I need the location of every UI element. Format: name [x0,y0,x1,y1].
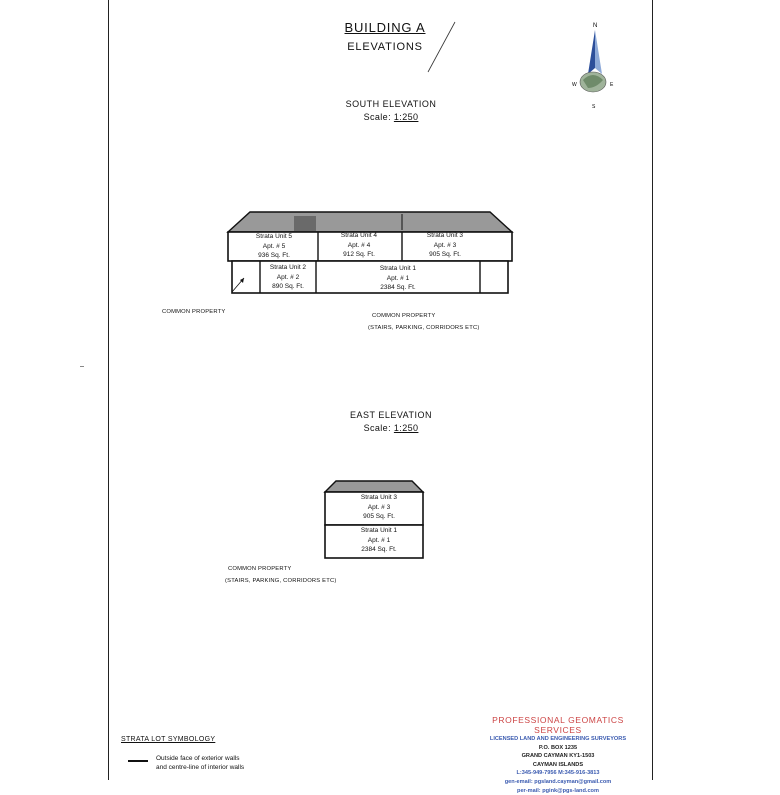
south-common-property-main: COMMON PROPERTY [372,313,436,319]
south-unit-5-label: Strata Unit 5 Apt. # 5 936 Sq. Ft. [255,233,293,259]
east-scale-value: 1:250 [393,423,419,433]
firm-country: CAYMAN ISLANDS [532,761,584,768]
firm-block [470,715,646,795]
north-arrow-icon [568,18,622,112]
south-unit-3-label: Strata Unit 3 Apt. # 3 905 Sq. Ft. [426,232,464,258]
firm-email-2: per-mail: pgink@pgs-land.com [517,787,599,794]
title-line1: BUILDING A [344,20,426,35]
east-common-property-note: (STAIRS, PARKING, CORRIDORS ETC) [225,578,337,584]
compass-n: N [593,23,598,29]
firm-box: P.O. BOX 1235 [538,744,578,751]
south-title: SOUTH ELEVATION [345,99,437,109]
east-unit-1-label: Strata Unit 1 Apt. # 1 2384 Sq. Ft. [360,527,398,553]
south-scale-value: 1:250 [393,112,419,122]
east-unit-3-label: Strata Unit 3 Apt. # 3 905 Sq. Ft. [360,494,398,520]
east-title: EAST ELEVATION [349,410,433,420]
title-line2: ELEVATIONS [347,41,423,53]
firm-phones: L:345-949-7956 M:345-916-3813 [516,770,600,777]
right-margin-line [652,0,653,780]
south-unit-2-label: Strata Unit 2 Apt. # 2 890 Sq. Ft. [269,264,307,290]
compass-w: W [572,82,577,88]
firm-tagline: LICENSED LAND AND ENGINEERING SURVEYORS [489,736,627,742]
south-unit-4-label: Strata Unit 4 Apt. # 4 912 Sq. Ft. [340,232,378,258]
legend-line-sample [128,760,148,762]
east-elevation-heading [330,410,452,433]
firm-email-1: gen-email: pgsland.cayman@gmail.com [504,778,612,785]
south-common-property-note: (STAIRS, PARKING, CORRIDORS ETC) [368,325,480,331]
edge-tick [80,366,84,367]
left-margin-line [108,0,109,780]
south-unit-1-label: Strata Unit 1 Apt. # 1 2384 Sq. Ft. [379,265,417,291]
south-common-property-left: COMMON PROPERTY [162,309,226,315]
east-common-property: COMMON PROPERTY [228,566,292,572]
compass-s: S [592,104,596,110]
compass-e: E [610,82,614,88]
title-slash [420,18,460,78]
firm-name: PROFESSIONAL GEOMATICS SERVICES [492,715,624,735]
south-elevation-heading [330,99,452,122]
legend-title: STRATA LOT SYMBOLOGY [121,736,216,743]
east-scale-label: Scale: [363,423,391,433]
legend-desc-1: Outside face of exterior walls [156,755,240,762]
legend-desc-2: and centre-line of interior walls [156,764,245,771]
firm-city: GRAND CAYMAN KY1-1503 [521,753,595,760]
south-scale-label: Scale: [363,112,391,122]
